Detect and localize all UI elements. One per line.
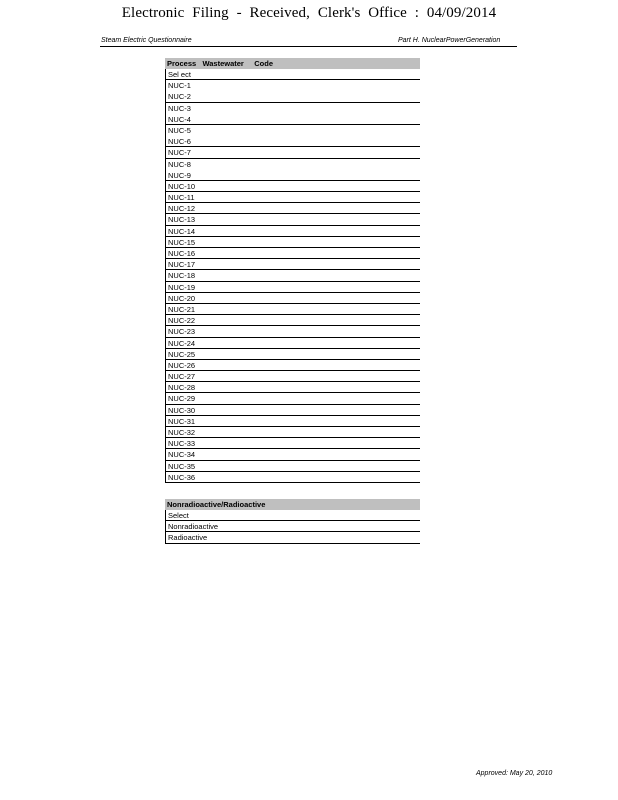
filing-stamp: Electronic Filing - Received, Clerk's Office : 04/09/2014 [121,5,497,21]
table-row: NUC-5 [165,125,420,136]
table-row: NUC-35 [165,461,420,472]
table-row: NUC-17 [165,259,420,270]
table-row: NUC-22 [165,315,420,326]
table-row: NUC-27 [165,371,420,382]
table-row: Radioactive [165,532,420,543]
table-row: NUC-21 [165,304,420,315]
table-row: NUC-4 [165,114,420,125]
process-wastewater-code-table [165,58,420,483]
table-header: Nonradioactive/Radioactive [165,499,420,510]
table-row: Nonradioactive [165,521,420,532]
table-row: NUC-16 [165,248,420,259]
table-row: NUC-3 [165,103,420,114]
table-row: NUC-31 [165,416,420,427]
table-header: Process Wastewater Code [165,58,420,69]
table-row: NUC-33 [165,438,420,449]
table-row: NUC-26 [165,360,420,371]
table-row: Sel ect [165,69,420,80]
table-body [165,510,420,544]
part-title: Part H. NuclearPowerGeneration [398,37,501,44]
table-row: NUC-11 [165,192,420,203]
table-row: NUC-24 [165,338,420,349]
table-row: NUC-32 [165,427,420,438]
table-body [165,69,420,483]
table-row: NUC-34 [165,449,420,460]
table-row: NUC-9 [165,170,420,181]
header-divider [100,46,517,47]
table-row: NUC-8 [165,159,420,170]
table-row: NUC-15 [165,237,420,248]
table-row: NUC-7 [165,147,420,158]
table-row: NUC-12 [165,203,420,214]
table-row: NUC-23 [165,326,420,337]
table-row: NUC-18 [165,270,420,281]
table-row: NUC-10 [165,181,420,192]
table-row: NUC-29 [165,393,420,404]
table-row: NUC-1 [165,80,420,91]
table-row: NUC-14 [165,226,420,237]
table-row: NUC-20 [165,293,420,304]
table-row: NUC-36 [165,472,420,483]
table-row: NUC-28 [165,382,420,393]
table-row: NUC-25 [165,349,420,360]
questionnaire-title: Steam Electric Questionnaire [101,37,192,44]
table-row: Select [165,510,420,521]
approval-date: Approved: May 20, 2010 [476,770,553,777]
table-row: NUC-6 [165,136,420,147]
table-row: NUC-2 [165,91,420,102]
table-row: NUC-30 [165,405,420,416]
table-row: NUC-13 [165,214,420,225]
table-row: NUC-19 [165,282,420,293]
radioactive-table [165,499,420,544]
